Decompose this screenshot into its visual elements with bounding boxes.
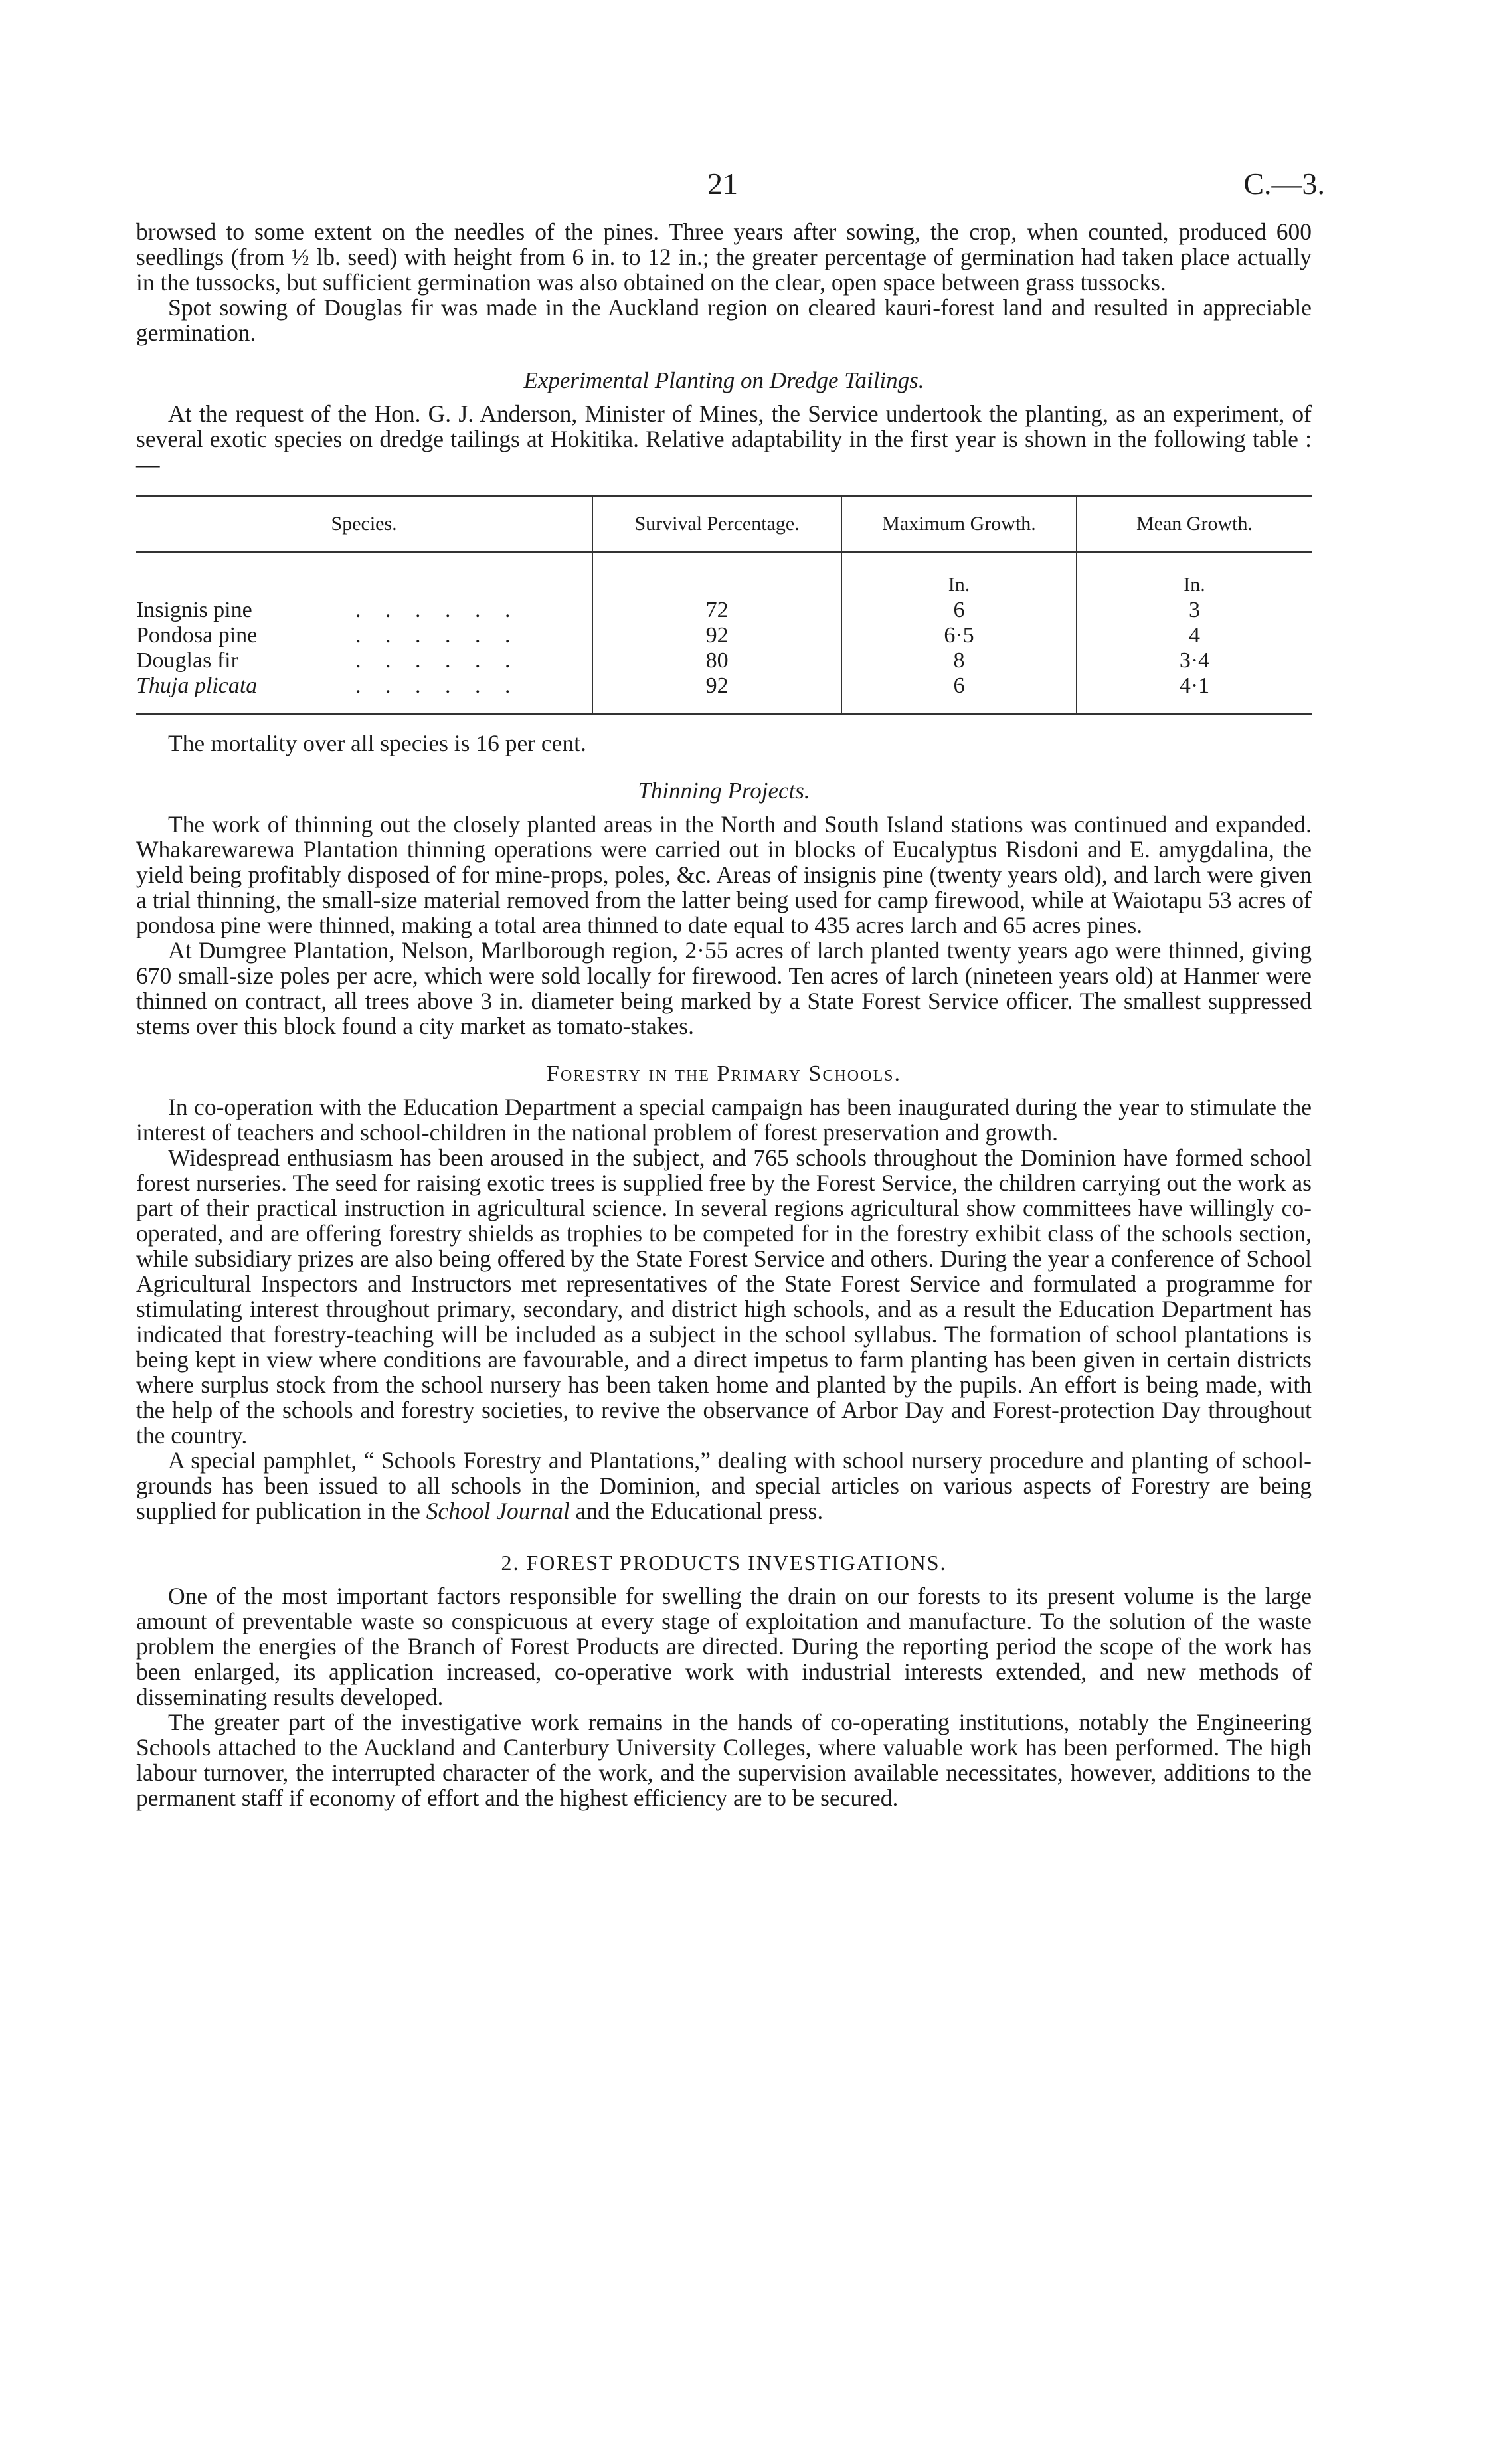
mean-growth-value: 4	[1077, 623, 1312, 648]
schools-paragraph-3: A special pamphlet, “ Schools Forestry and Plantations,” dealing with school nursery procedure and planting of school-grounds has been issued to all schools in the Dominion, and special articles on various aspects of Forestry are being supplied for publication in the School Journal and the Educational press.	[136, 1447, 1312, 1524]
page-number: 21	[707, 167, 738, 201]
page-header	[136, 166, 1325, 219]
products-paragraph-1: One of the most important factors responsible for swelling the drain on our forests to its present volume is the large amount of preventable waste so conspicuous at every stage of exploitation and manufacture. To the solution of the waste problem the energies of the Branch of Forest Products are directed. During the reporting period the scope of the work has been enlarged, its application increased, co-operative work with industrial interests extended, and new methods of disseminating results developed.	[136, 1583, 1312, 1710]
unit-mean-growth: In.	[1077, 552, 1312, 598]
table-row	[136, 648, 1312, 673]
intro-paragraph-1: browsed to some extent on the needles of the pines. Three years after sowing, the crop, when counted, produced 600 seedlings (from ½ lb. seed) with height from 6 in. to 12 in.; the greater percentage of germination had taken place actually in the tussocks, but sufficient germination was also obtained on the clear, open space between grass tussocks.	[136, 219, 1312, 296]
section-heading-dredge: Experimental Planting on Dredge Tailings.	[523, 367, 924, 393]
section-heading-products: 2. FOREST PRODUCTS INVESTIGATIONS.	[501, 1551, 947, 1575]
col-header-species: Species.	[136, 496, 592, 552]
max-growth-value: 6	[841, 673, 1077, 714]
leader-dots: . . . . . .	[355, 673, 520, 698]
survival-value: 72	[592, 598, 841, 623]
survival-value: 80	[592, 648, 841, 673]
thinning-paragraph-1: The work of thinning out the closely planted areas in the North and South Island stations was continued and expanded. Whakarewarewa Plantation thinning operations were carried out in blocks of Eucalyptus Risdoni and E. amygdalina, the yield being profitably disposed of for mine-props, poles, &c. Areas of insignis pine (twenty years old), and larch were given a trial thinning, the small-size material removed from the latter being used for camp firewood, while at Waiotapu 53 acres of pondosa pine were thinned, making a total area thinned to date equal to 435 acres larch and 65 acres pines.	[136, 811, 1312, 938]
document-page	[136, 166, 1325, 1811]
species-name: Pondosa pine	[136, 623, 258, 648]
school-journal-title: School Journal	[426, 1498, 570, 1524]
unit-max-growth: In.	[841, 552, 1077, 598]
table-units-row	[136, 552, 1312, 598]
survival-value: 92	[592, 623, 841, 648]
unit-survival	[592, 552, 841, 598]
section-heading-thinning: Thinning Projects.	[638, 778, 810, 804]
leader-dots: . . . . . .	[355, 648, 520, 673]
leader-dots: . . . . . .	[355, 598, 520, 622]
leader-dots: . . . . . .	[355, 623, 520, 648]
mean-growth-value: 3·4	[1077, 648, 1312, 673]
dredge-paragraph: At the request of the Hon. G. J. Anderson, Minister of Mines, the Service undertook the planting, as an experiment, of several exotic species on dredge tailings at Hokitika. Relative adaptability in the first year is shown in the following table :—	[136, 400, 1312, 478]
species-name: Insignis pine	[136, 598, 252, 622]
mean-growth-value: 3	[1077, 598, 1312, 623]
schools-paragraph-2: Widespread enthusiasm has been aroused in the subject, and 765 schools throughout the Dominion have formed school forest nurseries. The seed for raising exotic trees is supplied free by the Forest Service, the children carrying out the work as part of their practical instruction in agricultural science. In several regions agricultural show committees have willingly co-operated, and are offering forestry shields as trophies to be competed for in the forestry exhibit class of the schools section, while subsidiary prizes are also being offered by the State Forest Service and others. During the year a conference of School Agricultural Inspectors and Instructors met representatives of the State Forest Service and formulated a programme for stimulating interest throughout primary, secondary, and district high schools, and as a result the Education Department has indicated that forestry-teaching will be included as a subject in the school syllabus. The formation of school plantations is being kept in view where conditions are favourable, and a direct impetus to farm planting has been given in certain districts where surplus stock from the school nursery has been taken home and planted by the pupils. An effort is being made, with the help of the schools and forestry societies, to revive the observance of Arbor Day and Forest-protection Day throughout the country.	[136, 1144, 1312, 1449]
survival-value: 92	[592, 673, 841, 714]
max-growth-value: 6	[841, 598, 1077, 623]
max-growth-value: 6·5	[841, 623, 1077, 648]
col-header-mean-growth: Mean Growth.	[1077, 496, 1312, 552]
growth-table	[136, 495, 1312, 715]
table-header-row	[136, 496, 1312, 552]
table-row	[136, 598, 1312, 623]
table-row	[136, 623, 1312, 648]
schools-paragraph-1: In co-operation with the Education Department a special campaign has been inaugurated during the year to stimulate the interest of teachers and school-children in the national problem of forest preservation and growth.	[136, 1094, 1312, 1146]
col-header-survival: Survival Percentage.	[592, 496, 841, 552]
max-growth-value: 8	[841, 648, 1077, 673]
products-paragraph-2: The greater part of the investigative work remains in the hands of co-operating institutions, notably the Engineering Schools attached to the Auckland and Canterbury University Colleges, where valuable work has been performed. The high labour turnover, the interrupted character of the work, and the supervision available necessitates, however, additions to the permanent staff if economy of effort and the highest efficiency are to be secured.	[136, 1709, 1312, 1811]
intro-paragraph-2: Spot sowing of Douglas fir was made in the Auckland region on cleared kauri-forest land and resulted in appreciable germination.	[136, 294, 1312, 346]
mortality-note: The mortality over all species is 16 per cent.	[168, 730, 586, 756]
thinning-paragraph-2: At Dumgree Plantation, Nelson, Marlborough region, 2·55 acres of larch planted twenty years ago were thinned, giving 670 small-size poles per acre, which were sold locally for firewood. Ten acres of larch (nineteen years old) at Hanmer were thinned on contract, all trees above 3 in. diameter being marked by a State Forest Service officer. The smallest suppressed stems over this block found a city market as tomato-stakes.	[136, 937, 1312, 1039]
table-row	[136, 673, 1312, 714]
species-name: Thuja plicata	[136, 673, 258, 698]
species-name: Douglas fir	[136, 648, 238, 673]
section-heading-schools: Forestry in the Primary Schools.	[547, 1061, 901, 1086]
document-reference: C.—3.	[1243, 167, 1325, 201]
unit-species	[136, 552, 592, 598]
mean-growth-value: 4·1	[1077, 673, 1312, 714]
col-header-max-growth: Maximum Growth.	[841, 496, 1077, 552]
